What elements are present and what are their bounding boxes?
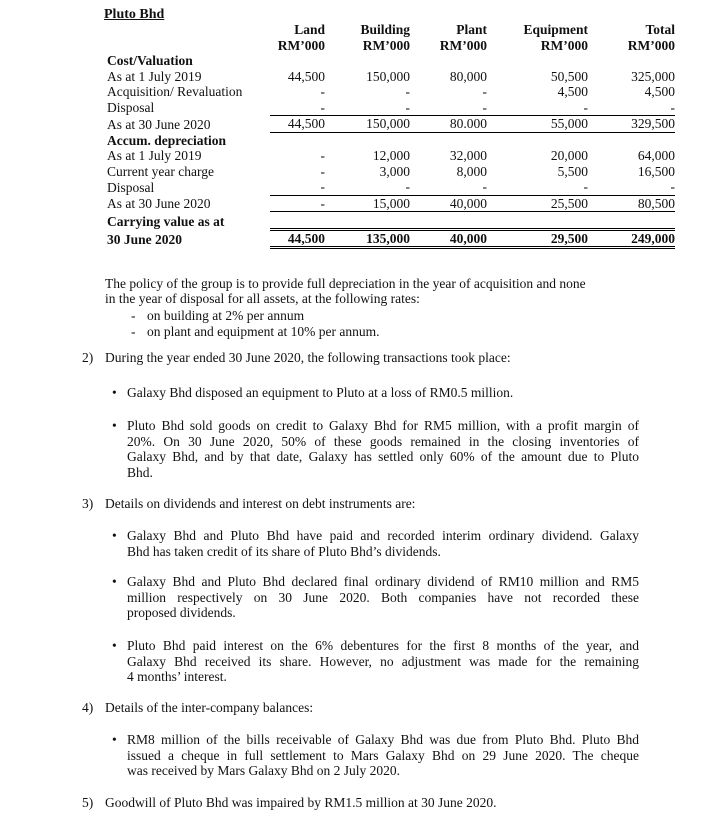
table-row — [107, 69, 675, 85]
column-header: Equipment — [523, 22, 588, 37]
bullet-text-line: proposed dividends. — [127, 605, 236, 621]
table-row — [107, 148, 675, 164]
cell-value: 325,000 — [631, 68, 675, 84]
column-header: Land — [294, 22, 325, 37]
cell-value — [325, 53, 410, 69]
company-title: Pluto Bhd — [104, 7, 165, 22]
row-label: Acquisition/ Revaluation — [107, 84, 243, 99]
column-unit: RM’000 — [439, 37, 487, 53]
row-label: Disposal — [107, 100, 155, 115]
cell-value: 29,500 — [487, 229, 588, 248]
cell-value: 55,000 — [487, 116, 588, 133]
cell-value: 12,000 — [372, 148, 410, 163]
item-number: 3) — [82, 496, 94, 511]
table-row — [107, 164, 675, 180]
item-number: 4) — [82, 700, 94, 715]
column-header: Plant — [456, 22, 487, 37]
cell-value: 150,000 — [366, 68, 410, 84]
item-text: Details on dividends and interest on debt instruments are: — [105, 496, 416, 511]
cell-value — [410, 132, 487, 148]
bullet-text-line: RM8 million of the bills receivable of Galaxy Bhd was due from Pluto Bhd. Pluto Bhd — [127, 732, 639, 747]
cell-value: - — [583, 99, 588, 115]
cell-value — [588, 53, 675, 69]
cell-value — [325, 212, 410, 230]
cell-value: 15,000 — [325, 195, 410, 212]
row-label: As at 30 June 2020 — [107, 116, 211, 132]
rate-plant-equipment: on plant and equipment at 10% per annum. — [147, 324, 380, 339]
cell-value: - — [482, 99, 487, 115]
cell-value: - — [320, 179, 325, 194]
cell-value: 8,000 — [456, 163, 487, 179]
cell-value: 5,500 — [557, 163, 588, 179]
bullet-icon: • — [112, 528, 117, 543]
column-header: Total — [645, 22, 675, 37]
bullet-icon: • — [112, 638, 117, 653]
cell-value: - — [482, 84, 487, 99]
cell-value: - — [320, 99, 325, 115]
bullet-icon: • — [112, 732, 117, 747]
table-row — [107, 179, 675, 195]
cell-value — [410, 53, 487, 69]
cell-value: 40,000 — [410, 195, 487, 212]
cell-value — [588, 212, 675, 230]
column-unit: RM’000 — [627, 37, 675, 53]
column-unit: RM’000 — [277, 37, 325, 53]
cell-value — [588, 132, 675, 148]
row-label: Disposal — [107, 179, 155, 195]
bullet-icon: • — [112, 385, 117, 400]
cell-value: 20,000 — [550, 148, 588, 163]
cell-value: 150,000 — [325, 116, 410, 133]
column-unit: RM’000 — [362, 37, 410, 53]
bullet-text-line: was received by Mars Galaxy Bhd on 2 July 2020. — [127, 763, 400, 779]
bullet-icon: • — [112, 574, 117, 589]
row-label: As at 30 June 2020 — [107, 196, 211, 211]
bullet-text-line: Galaxy Bhd disposed an equipment to Pluto at a loss of RM0.5 million. — [127, 385, 514, 400]
bullet-text-line: Bhd has taken credit of its share of Pluto Bhd’s dividends. — [127, 543, 441, 559]
header-row — [107, 22, 675, 38]
cell-value: - — [670, 179, 675, 194]
policy-line-2: in the year of disposal for all assets, at the following rates: — [105, 291, 420, 306]
row-label: Accum. depreciation — [107, 132, 226, 148]
bullet-text-line: issued a cheque in full settlement to Mars Galaxy Bhd on 29 June 2020. The cheque — [127, 747, 639, 763]
cell-value: 329,500 — [588, 116, 675, 133]
cell-value: 80.000 — [410, 116, 487, 133]
bullet-text-line: Galaxy Bhd, and by that date, Galaxy has settled only 60% of the amount due to Pluto — [127, 449, 639, 465]
bullet-text-line: Bhd. — [127, 465, 153, 481]
table-row — [107, 195, 675, 212]
row-label: As at 1 July 2019 — [107, 148, 202, 163]
cell-value — [270, 132, 325, 148]
item-text: During the year ended 30 June 2020, the following transactions took place: — [105, 350, 511, 365]
cell-value: 44,500 — [270, 116, 325, 133]
table-row — [107, 84, 675, 100]
policy-line-1: The policy of the group is to provide full depreciation in the year of acquisition and none — [105, 276, 586, 291]
table-row — [107, 116, 675, 133]
cell-value: - — [583, 179, 588, 194]
cell-value: - — [320, 148, 325, 163]
item-number: 2) — [82, 350, 94, 365]
cell-value: 40,000 — [410, 229, 487, 248]
bullet-icon: • — [112, 418, 117, 433]
ppe-table — [107, 22, 675, 249]
cell-value: 80,500 — [588, 195, 675, 212]
cell-value: 4,500 — [644, 84, 675, 99]
cell-value: 64,000 — [637, 148, 675, 163]
rate-building: on building at 2% per annum — [147, 308, 305, 323]
item-text: Details of the inter-company balances: — [105, 700, 314, 715]
column-header: Building — [360, 22, 410, 37]
cell-value: 44,500 — [287, 68, 325, 84]
row-label: Cost/Valuation — [107, 53, 193, 68]
cell-value: - — [670, 99, 675, 115]
dash-marker: - — [131, 324, 136, 339]
table-row — [107, 229, 675, 248]
table-row — [107, 212, 675, 230]
cell-value: - — [405, 84, 410, 99]
bullet-text-line: 20%. On 30 June 2020, 50% of these goods remained in the closing inventories of — [127, 433, 639, 449]
bullet-text-line: million respectively on 30 June 2020. Both companies have not recorded these — [127, 589, 639, 605]
row-label: Current year charge — [107, 163, 214, 179]
bullet-text-line: 4 months’ interest. — [127, 669, 227, 685]
cell-value: 80,000 — [449, 68, 487, 84]
header-row — [107, 38, 675, 54]
item-text: Goodwill of Pluto Bhd was impaired by RM1.5 million at 30 June 2020. — [105, 795, 497, 810]
cell-value: 44,500 — [270, 229, 325, 248]
column-unit: RM’000 — [540, 37, 588, 53]
cell-value — [325, 132, 410, 148]
cell-value: - — [405, 99, 410, 115]
dash-marker: - — [131, 308, 136, 323]
item-number: 5) — [82, 795, 94, 810]
cell-value — [270, 53, 325, 69]
row-label: As at 1 July 2019 — [107, 68, 202, 84]
cell-value: 4,500 — [557, 84, 588, 99]
table-row — [107, 53, 675, 69]
cell-value — [270, 212, 325, 230]
bullet-text-line: Pluto Bhd paid interest on the 6% debentures for the first 8 months of the year, and — [127, 638, 639, 653]
cell-value — [487, 132, 588, 148]
bullet-text-line: Pluto Bhd sold goods on credit to Galaxy Bhd for RM5 million, with a profit margin of — [127, 418, 639, 433]
bullet-text-line: Galaxy Bhd and Pluto Bhd have paid and recorded interim ordinary dividend. Galaxy — [127, 528, 639, 543]
cell-value: - — [270, 195, 325, 212]
cell-value: - — [405, 179, 410, 194]
row-label: Carrying value as at — [107, 213, 225, 229]
cell-value: - — [320, 163, 325, 179]
bullet-text-line: Galaxy Bhd received its share. However, no adjustment was made for the remaining — [127, 653, 639, 669]
table-row — [107, 132, 675, 148]
bullet-text-line: Galaxy Bhd and Pluto Bhd declared final ordinary dividend of RM10 million and RM5 — [127, 574, 639, 589]
cell-value: - — [320, 84, 325, 99]
cell-value: 16,500 — [637, 163, 675, 179]
cell-value — [410, 212, 487, 230]
cell-value: 249,000 — [588, 229, 675, 248]
cell-value: 25,500 — [487, 195, 588, 212]
cell-value: - — [482, 179, 487, 194]
row-label: 30 June 2020 — [107, 232, 183, 247]
table-row — [107, 100, 675, 116]
cell-value: 32,000 — [449, 148, 487, 163]
cell-value — [487, 53, 588, 69]
cell-value: 3,000 — [379, 163, 410, 179]
cell-value — [487, 212, 588, 230]
cell-value: 135,000 — [325, 229, 410, 248]
cell-value: 50,500 — [550, 68, 588, 84]
